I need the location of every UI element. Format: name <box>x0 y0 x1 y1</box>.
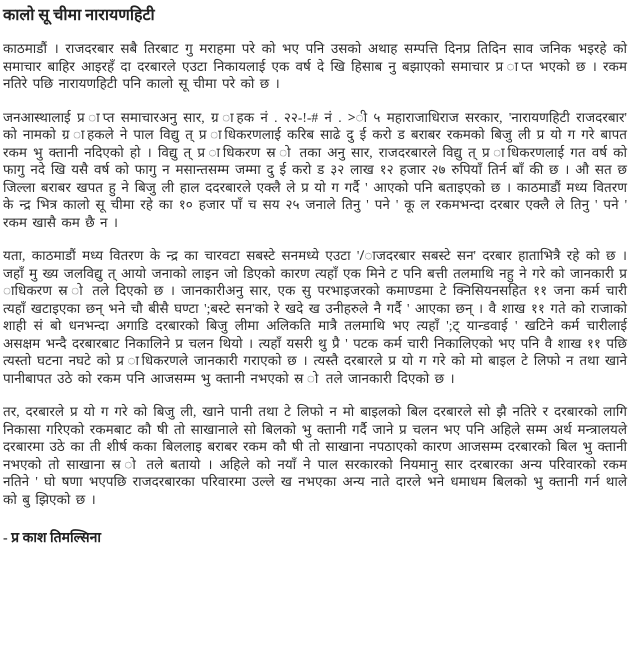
article-title: कालो सू चीमा नारायणहिटी <box>3 7 155 24</box>
article-byline: - प्र काश तिमल्सिना <box>3 531 101 546</box>
article-paragraph-2: जनआस्थालाई प्र ाप्त समाचारअनु सार, ग्र ाहक नं . २२-!-# नं . >ी ५ महाराजाधिराज सरकार, 'नारायणहिटी राजदरबार' को नामको ग्र ाहकले ने पाल विद्यु त् प्र ाधिकरणलाई करिब साढे दु ई करो ड बराबर रकमको बिजु ली प्र यो ग गरे बापत रकम भु क्तानी नदिएको हो । विद्यु त् प्र ाधिकरण स्र ो तका अनु सार, राजदरबारले विद्यु त् प्र ाधिकरणलाई गत वर्ष को फागु नदे खि यसै वर्ष को फागु न मसान्तसम्म जम्मा दु ई करो ड ३२ लाख १२ हजार २७ रुपियाँ तिर्न बाँ की छ । औ सत छ जिल्ला बराबर खपत हु ने बिजु ली हाल ददरबारले एक्लै ले प्र यो ग गर्दै ' आएको पनि बताइएको छ । काठमाडौं मध्य वितरण के न्द्र भित्र कालो सू चीमा रहे का १० हजार पाँ च सय २५ जनाले तिनु ' पने ' कू ल रकमभन्दा दरबार एक्लै ले तिनु ' पने ' रकम खासै कम छै न । <box>3 109 627 230</box>
article-paragraph-1: काठमाडौं । राजदरबार सबै तिरबाट गु मराहमा परे को भए पनि उसको अथाह सम्पत्ति दिनप्र तिदिन साव जनिक भइरहे को समाचार बाहिर आइरहँ दा दरबारले एउटा निकायलाई एक वर्ष दे खि हिसाब नु बझाएको समाचार प्र ाप्त भएको छ । रकम नतिरे पछि नारायणहिटी पनि कालो सू चीमा परे को छ । <box>3 41 627 91</box>
article-paragraph-4: तर, दरबारले प्र यो ग गरे को बिजु ली, खाने पानी तथा टे लिफो न मो बाइलको बिल दरबारले सो झै नतिरे र दरबारको लागि निकासा गरिएको रकमबाट कौ षी तो साखानाले सो बिलको भु क्तानी गर्दै जाने प्र चलन भए पनि अहिले सम्म अर्थ मन्त्रालयले दरबारमा उठे का ती शीर्ष कका बिललाइ बराबर रकम कौ षी तो साखाना नपठाएको कारण आजसम्म दरबारको बिल भु क्तानी नभएको तो साखाना स्र ो तले बतायो । अहिले को नयाँ ने पाल सरकारको नियमानु सार दरबारका अन्य परिवारको रकम नतिने ' घो षणा भएपछि राजदरबारका परिवारमा उल्ले ख नभएका अन्य नाते दारले भने धमाधम बिलको भु क्तानी गर्न थाले को बु झिएको छ । <box>3 404 627 507</box>
article-paragraph-3: यता, काठमाडौं मध्य वितरण के न्द्र का चारवटा सबस्टे सनमध्ये एउटा '/ाजदरबार सबस्टे सन' दरबार हाताभित्रै रहे को छ । जहाँ मु ख्य जलविद्यु त् आयो जनाको लाइन जो डिएको कारण त्यहाँ एक मिने ट पनि बत्ती तलमाथि नहु ने गरे को जानकारी प्र ाधिकरण स्र ो तले दिएको छ । जानकारीअनु सार, एक सु परभाइजरको कमाण्डमा टे क्निसियनसहित ११ जना कर्म चारी त्यहाँ खटाइएका छन् भने चौ बीसै घण्टा ';बस्टे सन'को रे खदे ख उनीहरुले नै गर्दै ' आएका छन् । वै शाख ११ गते को राजाको शाही सं बो धनभन्दा अगाडि दरबारको बिजु लीमा अलिकति मात्रै तलमाथि भए त्यहाँ ';ट् यान्डवाई ' खटिने कर्म चारीलाई असक्षम भन्दै दरबारबाट निकालिने प्र चलन थियो । त्यहाँ यसरी थु प्रै ' पटक कर्म चारी निकालिएको भए पनि वै शाख ११ पछि त्यस्तो घटना नघटे को प्र ाधिकरणले जानकारी गराएको छ । त्यस्तै दरबारले प्र यो ग गरे को मो बाइल टे लिफो न तथा खाने पानीबापत उठे को रकम पनि आजसम्म भु क्तानी नभएको स्र ो तले जानकारी दिएको छ । <box>3 248 627 386</box>
